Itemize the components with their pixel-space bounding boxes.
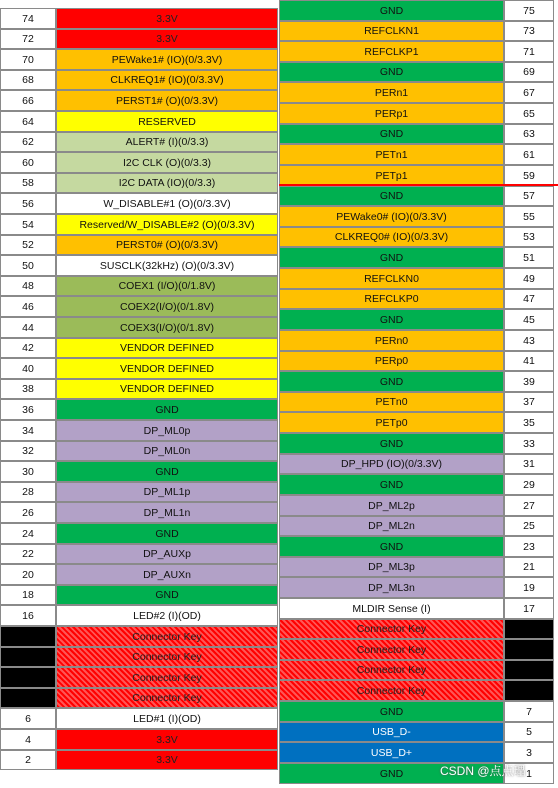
right-pin-number: 29 xyxy=(504,474,554,495)
right-signal: REFCLKN1 xyxy=(279,21,504,41)
right-signal: Connector Key xyxy=(279,680,504,701)
left-pin-number: 24 xyxy=(0,523,56,544)
right-pin-number: 5 xyxy=(504,722,554,742)
right-pin-number: 63 xyxy=(504,124,554,144)
watermark: CSDN @点点瓃 xyxy=(440,764,526,778)
left-pin-number: 74 xyxy=(0,8,56,29)
right-pin-number: 59 xyxy=(504,165,554,186)
left-pin-number: 40 xyxy=(0,358,56,379)
right-signal: GND xyxy=(279,62,504,82)
connector-key-black xyxy=(0,667,56,688)
right-pin-number: 53 xyxy=(504,227,554,247)
right-signal: PETn1 xyxy=(279,144,504,165)
right-signal: PERn1 xyxy=(279,82,504,103)
left-pin-number: 38 xyxy=(0,379,56,399)
right-signal: REFCLKP1 xyxy=(279,41,504,62)
right-signal: GND xyxy=(279,371,504,392)
left-signal: Connector Key xyxy=(56,688,278,708)
right-pin-number: 19 xyxy=(504,577,554,598)
left-signal: W_DISABLE#1 (O)(0/3.3V) xyxy=(56,193,278,214)
left-pin-number: 52 xyxy=(0,235,56,255)
left-signal: 3.3V xyxy=(56,750,278,770)
right-pin-number: 67 xyxy=(504,82,554,103)
connector-key-black xyxy=(504,619,554,639)
left-signal: DP_ML0p xyxy=(56,420,278,441)
left-pin-number: 6 xyxy=(0,708,56,729)
left-signal: 3.3V xyxy=(56,29,278,49)
right-pin-number: 61 xyxy=(504,144,554,165)
left-pin-number: 66 xyxy=(0,90,56,111)
right-signal: DP_ML2n xyxy=(279,516,504,536)
left-signal: VENDOR DEFINED xyxy=(56,358,278,379)
right-pin-number: 51 xyxy=(504,247,554,268)
right-signal: GND xyxy=(279,474,504,495)
right-signal: Connector Key xyxy=(279,660,504,680)
right-signal: MLDIR Sense (I) xyxy=(279,598,504,619)
right-signal: GND xyxy=(279,0,504,21)
connector-key-black xyxy=(504,660,554,680)
left-signal: DP_ML0n xyxy=(56,441,278,461)
right-signal: PEWake0# (IO)(0/3.3V) xyxy=(279,206,504,227)
left-signal: DP_ML1p xyxy=(56,482,278,502)
right-signal: DP_ML2p xyxy=(279,495,504,516)
left-pin-number: 4 xyxy=(0,729,56,750)
right-signal: PETn0 xyxy=(279,392,504,412)
left-pin-number: 18 xyxy=(0,585,56,605)
left-signal: GND xyxy=(56,399,278,420)
right-pin-number: 21 xyxy=(504,557,554,577)
left-signal: LED#1 (I)(OD) xyxy=(56,708,278,729)
right-signal: PETp1 xyxy=(279,165,504,186)
right-pin-number: 47 xyxy=(504,289,554,309)
right-signal: PERp1 xyxy=(279,103,504,124)
left-pin-number: 68 xyxy=(0,70,56,90)
right-signal: CLKREQ0# (IO)(0/3.3V) xyxy=(279,227,504,247)
left-pin-number: 58 xyxy=(0,173,56,193)
left-signal: GND xyxy=(56,461,278,482)
left-signal: CLKREQ1# (IO)(0/3.3V) xyxy=(56,70,278,90)
left-signal: Connector Key xyxy=(56,626,278,647)
left-signal: PEWake1# (IO)(0/3.3V) xyxy=(56,49,278,70)
right-pin-number: 17 xyxy=(504,598,554,619)
left-signal: GND xyxy=(56,523,278,544)
left-signal: Connector Key xyxy=(56,647,278,667)
right-signal: PETp0 xyxy=(279,412,504,433)
left-signal: 3.3V xyxy=(56,729,278,750)
right-signal: GND xyxy=(279,186,504,206)
left-signal: PERST0# (O)(0/3.3V) xyxy=(56,235,278,255)
right-pin-number: 7 xyxy=(504,701,554,722)
left-pin-number: 26 xyxy=(0,502,56,523)
left-signal: Connector Key xyxy=(56,667,278,688)
left-pin-number: 64 xyxy=(0,111,56,132)
connector-key-black xyxy=(0,647,56,667)
left-pin-number: 30 xyxy=(0,461,56,482)
right-pin-number: 71 xyxy=(504,41,554,62)
right-pin-number: 37 xyxy=(504,392,554,412)
right-pin-number: 33 xyxy=(504,433,554,454)
right-signal: GND xyxy=(279,124,504,144)
left-signal: VENDOR DEFINED xyxy=(56,379,278,399)
left-signal: LED#2 (I)(OD) xyxy=(56,605,278,626)
left-pin-number: 46 xyxy=(0,296,56,317)
right-pin-number: 69 xyxy=(504,62,554,82)
left-signal: SUSCLK(32kHz) (O)(0/3.3V) xyxy=(56,255,278,276)
left-signal: DP_AUXn xyxy=(56,564,278,585)
right-pin-number: 75 xyxy=(504,0,554,21)
right-pin-number: 23 xyxy=(504,536,554,557)
left-signal: I2C CLK (O)(0/3.3) xyxy=(56,152,278,173)
right-pin-number: 39 xyxy=(504,371,554,392)
right-signal: REFCLKP0 xyxy=(279,289,504,309)
right-pin-number: 45 xyxy=(504,309,554,330)
right-signal: GND xyxy=(279,309,504,330)
left-signal: COEX2(I/O)(0/1.8V) xyxy=(56,296,278,317)
left-pin-number: 48 xyxy=(0,276,56,296)
left-pin-number: 16 xyxy=(0,605,56,626)
separator-line xyxy=(279,184,558,186)
left-signal: COEX3(I/O)(0/1.8V) xyxy=(56,317,278,338)
left-signal: RESERVED xyxy=(56,111,278,132)
right-pin-number: 65 xyxy=(504,103,554,124)
right-pin-number: 35 xyxy=(504,412,554,433)
left-pin-number: 50 xyxy=(0,255,56,276)
right-signal: GND xyxy=(279,536,504,557)
right-pin-number: 43 xyxy=(504,330,554,351)
right-signal: GND xyxy=(279,433,504,454)
right-pin-number: 49 xyxy=(504,268,554,289)
left-pin-number: 62 xyxy=(0,132,56,152)
right-signal: Connector Key xyxy=(279,619,504,639)
left-pin-number: 32 xyxy=(0,441,56,461)
left-pin-number: 42 xyxy=(0,338,56,358)
left-signal: 3.3V xyxy=(56,8,278,29)
right-signal: DP_HPD (IO)(0/3.3V) xyxy=(279,454,504,474)
right-signal: PERn0 xyxy=(279,330,504,351)
connector-key-black xyxy=(0,626,56,647)
right-signal: USB_D- xyxy=(279,722,504,742)
right-signal: REFCLKN0 xyxy=(279,268,504,289)
left-signal: COEX1 (I/O)(0/1.8V) xyxy=(56,276,278,296)
right-pin-number: 73 xyxy=(504,21,554,41)
right-signal: DP_ML3p xyxy=(279,557,504,577)
left-pin-number: 36 xyxy=(0,399,56,420)
right-pin-number: 3 xyxy=(504,742,554,763)
left-pin-number: 34 xyxy=(0,420,56,441)
right-pin-number: 27 xyxy=(504,495,554,516)
left-pin-number: 20 xyxy=(0,564,56,585)
right-pin-number: 55 xyxy=(504,206,554,227)
left-pin-number: 56 xyxy=(0,193,56,214)
left-signal: Reserved/W_DISABLE#2 (O)(0/3.3V) xyxy=(56,214,278,235)
right-pin-number: 41 xyxy=(504,351,554,371)
left-pin-number: 44 xyxy=(0,317,56,338)
right-signal: GND xyxy=(279,247,504,268)
left-signal: I2C DATA (IO)(0/3.3) xyxy=(56,173,278,193)
right-pin-number: 31 xyxy=(504,454,554,474)
left-signal: DP_AUXp xyxy=(56,544,278,564)
connector-key-black xyxy=(504,639,554,660)
right-pin-number: 57 xyxy=(504,186,554,206)
left-pin-number: 28 xyxy=(0,482,56,502)
left-pin-number: 72 xyxy=(0,29,56,49)
right-signal: GND xyxy=(279,763,504,784)
left-signal: DP_ML1n xyxy=(56,502,278,523)
left-pin-number: 54 xyxy=(0,214,56,235)
left-pin-number: 70 xyxy=(0,49,56,70)
right-pin-number: 1 xyxy=(504,763,554,784)
left-signal: GND xyxy=(56,585,278,605)
left-pin-number: 60 xyxy=(0,152,56,173)
left-signal: PERST1# (O)(0/3.3V) xyxy=(56,90,278,111)
right-signal: Connector Key xyxy=(279,639,504,660)
left-signal: ALERT# (I)(0/3.3) xyxy=(56,132,278,152)
left-pin-number: 22 xyxy=(0,544,56,564)
right-signal: GND xyxy=(279,701,504,722)
right-pin-number: 25 xyxy=(504,516,554,536)
right-signal: DP_ML3n xyxy=(279,577,504,598)
right-signal: PERp0 xyxy=(279,351,504,371)
connector-key-black xyxy=(504,680,554,701)
connector-key-black xyxy=(0,688,56,708)
right-signal: USB_D+ xyxy=(279,742,504,763)
left-signal: VENDOR DEFINED xyxy=(56,338,278,358)
left-pin-number: 2 xyxy=(0,750,56,770)
